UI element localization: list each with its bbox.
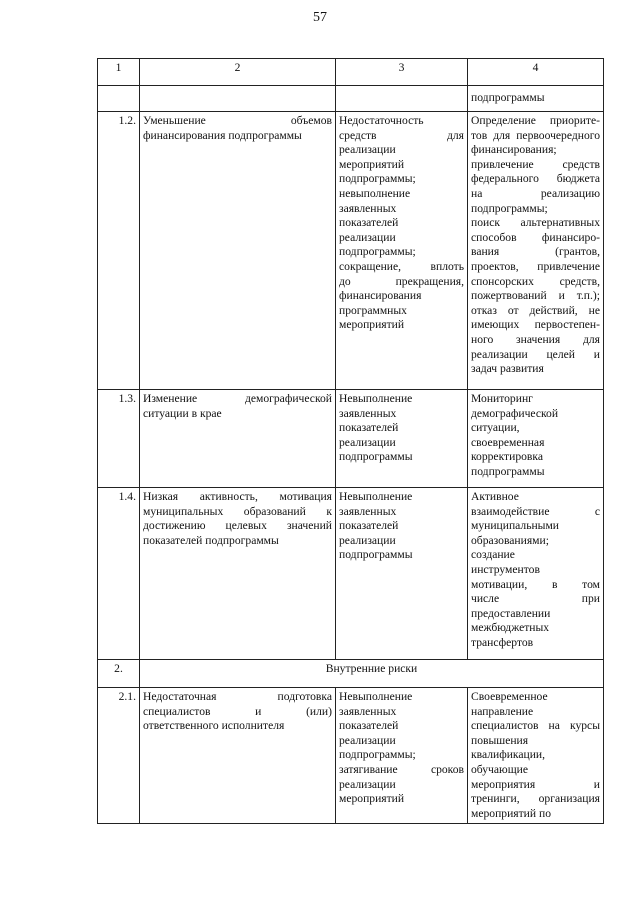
header-col-3: 3 <box>336 59 468 86</box>
cell-line: задач развития <box>471 362 544 376</box>
table-row-1-4 <box>98 488 604 660</box>
cell-line: проектов, привлечение <box>471 259 600 273</box>
consequence-cell <box>336 112 468 390</box>
row-number: 2.1. <box>98 688 140 824</box>
row-number: 1.4. <box>98 488 140 660</box>
cell-line: Невыполнение <box>339 392 413 405</box>
cell-line: Невыполнение <box>339 690 413 703</box>
cell-line: ситуации в крае <box>143 406 222 420</box>
cell-line: средств для <box>339 128 464 142</box>
cell-line: показателей <box>339 216 399 230</box>
cell-line: Низкая активность, мотивация <box>143 490 332 503</box>
cell-line: показателей <box>339 719 399 733</box>
measures-cell <box>468 112 604 390</box>
cell-line: отказ от действий, не <box>471 303 600 317</box>
section-title: Внутренние риски <box>140 660 604 688</box>
header-col-2: 2 <box>140 59 336 86</box>
consequence-cell <box>336 488 468 660</box>
cell-line: пожертвований и т.п.); <box>471 289 600 303</box>
row-number: 1.2. <box>98 112 140 390</box>
cell-line: реализации <box>339 733 396 747</box>
cell-line: направление <box>471 704 534 718</box>
cell-line: образованиями; <box>471 533 549 547</box>
continuation-text: подпрограммы <box>468 86 604 112</box>
cell-line: финансирования подпрограммы <box>143 128 302 142</box>
cell-line: инструментов <box>471 562 540 576</box>
cell-line: реализации <box>339 777 396 791</box>
cell-line: подпрограммы; <box>471 201 548 215</box>
cell-line: затягивание сроков <box>339 762 464 776</box>
cell-line: заявленных <box>339 704 397 718</box>
cell-line: подпрограммы; <box>339 245 416 259</box>
cell-line: тов для первоочередного <box>471 128 600 142</box>
cell-line: мероприятий <box>339 318 405 332</box>
cell-line: реализации <box>339 143 396 157</box>
header-row <box>98 59 604 86</box>
cell-line: взаимодействие с <box>471 504 600 518</box>
cell-line: мероприятий <box>339 157 405 171</box>
cell-line: достижению целевых значений <box>143 519 332 533</box>
risk-cell <box>140 112 336 390</box>
cell-line: Изменение демографической <box>143 392 332 405</box>
measures-cell <box>468 688 604 824</box>
cell-line: заявленных <box>339 504 397 518</box>
cell-line: вания (грантов, <box>471 245 600 259</box>
table-row-1-2 <box>98 112 604 390</box>
measures-cell <box>468 390 604 488</box>
cell-line: ответственного исполнителя <box>143 719 285 733</box>
cell-line: демографической <box>471 406 559 420</box>
consequence-cell <box>336 688 468 824</box>
section-number: 2. <box>98 660 140 688</box>
cell-line: реализации <box>339 533 396 547</box>
cell-line: финансирования; <box>471 143 557 157</box>
cell-line: мероприятий <box>339 792 405 806</box>
cell-line: своевременная <box>471 435 545 449</box>
cell-line: предоставлении <box>471 606 551 620</box>
header-col-1: 1 <box>98 59 140 86</box>
cell-line: невыполнение <box>339 186 411 200</box>
section-2-row <box>98 660 604 688</box>
cell-line: специалистов на курсы <box>471 719 600 733</box>
cell-line: подпрограммы; <box>339 172 416 186</box>
cell-line: Определение приорите- <box>471 114 600 127</box>
cell-line: Уменьшение объемов <box>143 114 332 127</box>
risk-cell <box>140 488 336 660</box>
measures-cell <box>468 488 604 660</box>
cell-line: трансфертов <box>471 635 534 649</box>
cell-line: Недостаточная подготовка <box>143 690 332 703</box>
cell-line: обучающие <box>471 762 528 776</box>
cell-line: муниципальных образований к <box>143 504 332 518</box>
cell-line: реализации <box>339 230 396 244</box>
cell-line: сокращение, вплоть <box>339 259 464 273</box>
cell-line: специалистов и (или) <box>143 704 332 718</box>
cell-line: подпрограммы <box>339 450 413 464</box>
continuation-row <box>98 86 604 112</box>
cell-line: повышения <box>471 733 529 747</box>
cell-line: Активное <box>471 490 519 503</box>
consequence-cell <box>336 390 468 488</box>
cell-line: Недостаточность <box>339 114 424 127</box>
cell-line: реализации <box>339 435 396 449</box>
cell-line: мероприятий по <box>471 806 551 820</box>
cell-line: ситуации, <box>471 421 520 435</box>
page-number: 57 <box>313 10 327 25</box>
cell-line: Своевременное <box>471 690 548 703</box>
cell-line: спонсорских средств, <box>471 274 600 288</box>
table-row-1-3 <box>98 390 604 488</box>
table-row-2-1 <box>98 688 604 824</box>
cell-line: создание <box>471 548 515 562</box>
cell-line: реализации целей и <box>471 347 600 361</box>
cell-line: федерального бюджета <box>471 172 600 186</box>
cell-line: квалификации, <box>471 748 546 762</box>
risk-table <box>97 58 604 824</box>
cell-line: муниципальными <box>471 519 560 533</box>
cell-line: финансирования <box>339 289 422 303</box>
cell-line: на реализацию <box>471 186 600 200</box>
cell-line: ного значения для <box>471 332 600 346</box>
cell-line: имеющих первостепен- <box>471 318 600 332</box>
cell-line: Невыполнение <box>339 490 413 503</box>
cell-line: показателей подпрограммы <box>143 533 279 547</box>
cell-line: поиск альтернативных <box>471 216 600 230</box>
cell-line: заявленных <box>339 406 397 420</box>
cell-line: заявленных <box>339 201 397 215</box>
risk-cell <box>140 390 336 488</box>
cell-line: показателей <box>339 519 399 533</box>
risk-cell <box>140 688 336 824</box>
cell-line: тренинги, организация <box>471 792 600 806</box>
cell-line: подпрограммы <box>471 464 545 478</box>
cell-line: корректировка <box>471 450 544 464</box>
cell-line: подпрограммы <box>339 548 413 562</box>
cell-line: межбюджетных <box>471 621 550 635</box>
cell-line: мотивации, в том <box>471 577 600 591</box>
cell-line: мероприятия и <box>471 777 600 791</box>
cell-line: программных <box>339 303 407 317</box>
cell-line: до прекращения, <box>339 274 464 288</box>
row-number: 1.3. <box>98 390 140 488</box>
cell-line: подпрограммы; <box>339 748 416 762</box>
cell-line: показателей <box>339 421 399 435</box>
cell-line: привлечение средств <box>471 157 600 171</box>
cell-line: Мониторинг <box>471 392 533 405</box>
cell-line: числе при <box>471 592 600 606</box>
cell-line: способов финансиро- <box>471 230 600 244</box>
header-col-4: 4 <box>468 59 604 86</box>
